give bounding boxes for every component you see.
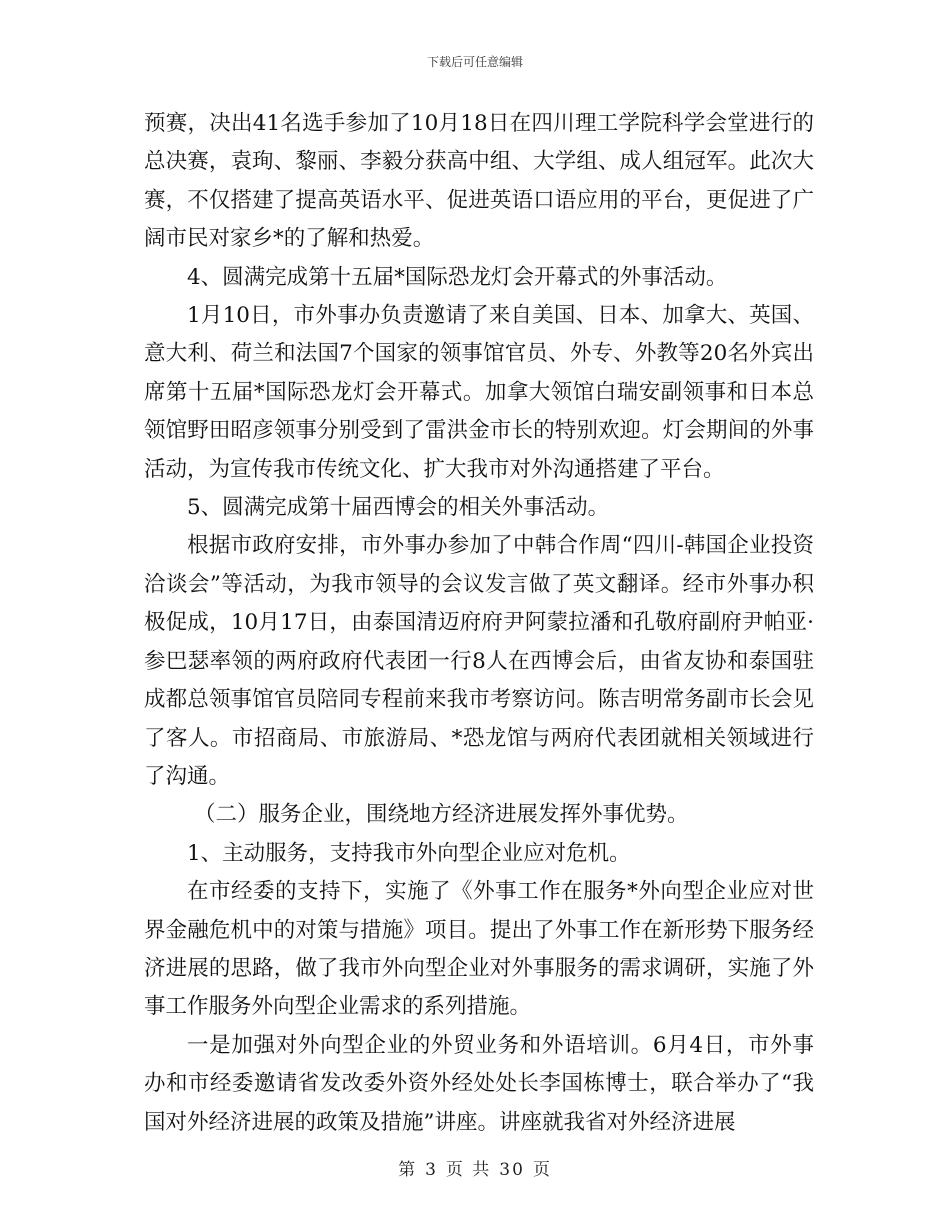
paragraph-8: 在市经委的支持下，实施了《外事工作在服务*外向型企业应对世界金融危机中的对策与措施》项目。提出了外事工作在新形势下服务经济进展的思路，做了我市外向型企业对外事服务的需求调研，实施了外事工作服务外向型企业需求的系列措施。	[144, 879, 814, 1020]
total-pages-number: 30	[499, 1160, 525, 1180]
page-footer	[0, 1155, 950, 1180]
paragraph-9: 一是加强对外向型企业的外贸业务和外语培训。6月4日，市外事办和市经委邀请省发改委外资外经处处长李国栋博士，联合举办了“我国对外经济进展的政策及措施”讲座。讲座就我省对外经济进展	[144, 1032, 814, 1135]
paragraph-6: （二）服务企业，围绕地方经济进展发挥外事优势。	[194, 802, 689, 828]
page-header: 下载后可任意编辑	[426, 55, 523, 69]
paragraph-2: 4、圆满完成第十五届*国际恐龙灯会开幕式的外事活动。	[187, 264, 728, 290]
page-label-mid: 页 共	[445, 1160, 492, 1180]
document-body	[144, 105, 814, 1142]
paragraph-1: 预赛，决出41名选手参加了10月18日在四川理工学院科学会堂进行的总决赛，袁珣、黎丽、李毅分获高中组、大学组、成人组冠军。此次大赛，不仅搭建了提高英语水平、促进英语口语应用的平台，更促进了广阔市民对家乡*的了解和热爱。	[144, 111, 814, 252]
paragraph-3: 1月10日，市外事办负责邀请了来自美国、日本、加拿大、英国、意大利、荷兰和法国7个国家的领事馆官员、外专、外教等20名外宾出席第十五届*国际恐龙灯会开幕式。加拿大领馆白瑞安副领事和日本总领馆野田昭彦领事分别受到了雷洪金市长的特别欢迎。灯会期间的外事活动，为宣传我市传统文化、扩大我市对外沟通搭建了平台。	[144, 303, 814, 482]
paragraph-7: 1、主动服务，支持我市外向型企业应对危机。	[187, 840, 631, 866]
paragraph-4: 5、圆满完成第十届西博会的相关外事活动。	[187, 495, 610, 521]
page-label-suffix: 页	[532, 1160, 552, 1180]
paragraph-5: 根据市政府安排，市外事办参加了中韩合作周“四川-韩国企业投资洽谈会”等活动，为我市领导的会议发言做了英文翻译。经市外事办积极促成，10月17日，由泰国清迈府府尹阿蒙拉潘和孔敬府副府尹帕亚·参巴瑟率领的两府政府代表团一行8人在西博会后，由省友协和泰国驻成都总领事馆官员陪同专程前来我市考察访问。陈吉明常务副市长会见了客人。市招商局、市旅游局、*恐龙馆与两府代表团就相关领域进行了沟通。	[144, 533, 814, 789]
page-label-prefix: 第	[398, 1160, 418, 1180]
current-page-number: 3	[425, 1160, 438, 1180]
